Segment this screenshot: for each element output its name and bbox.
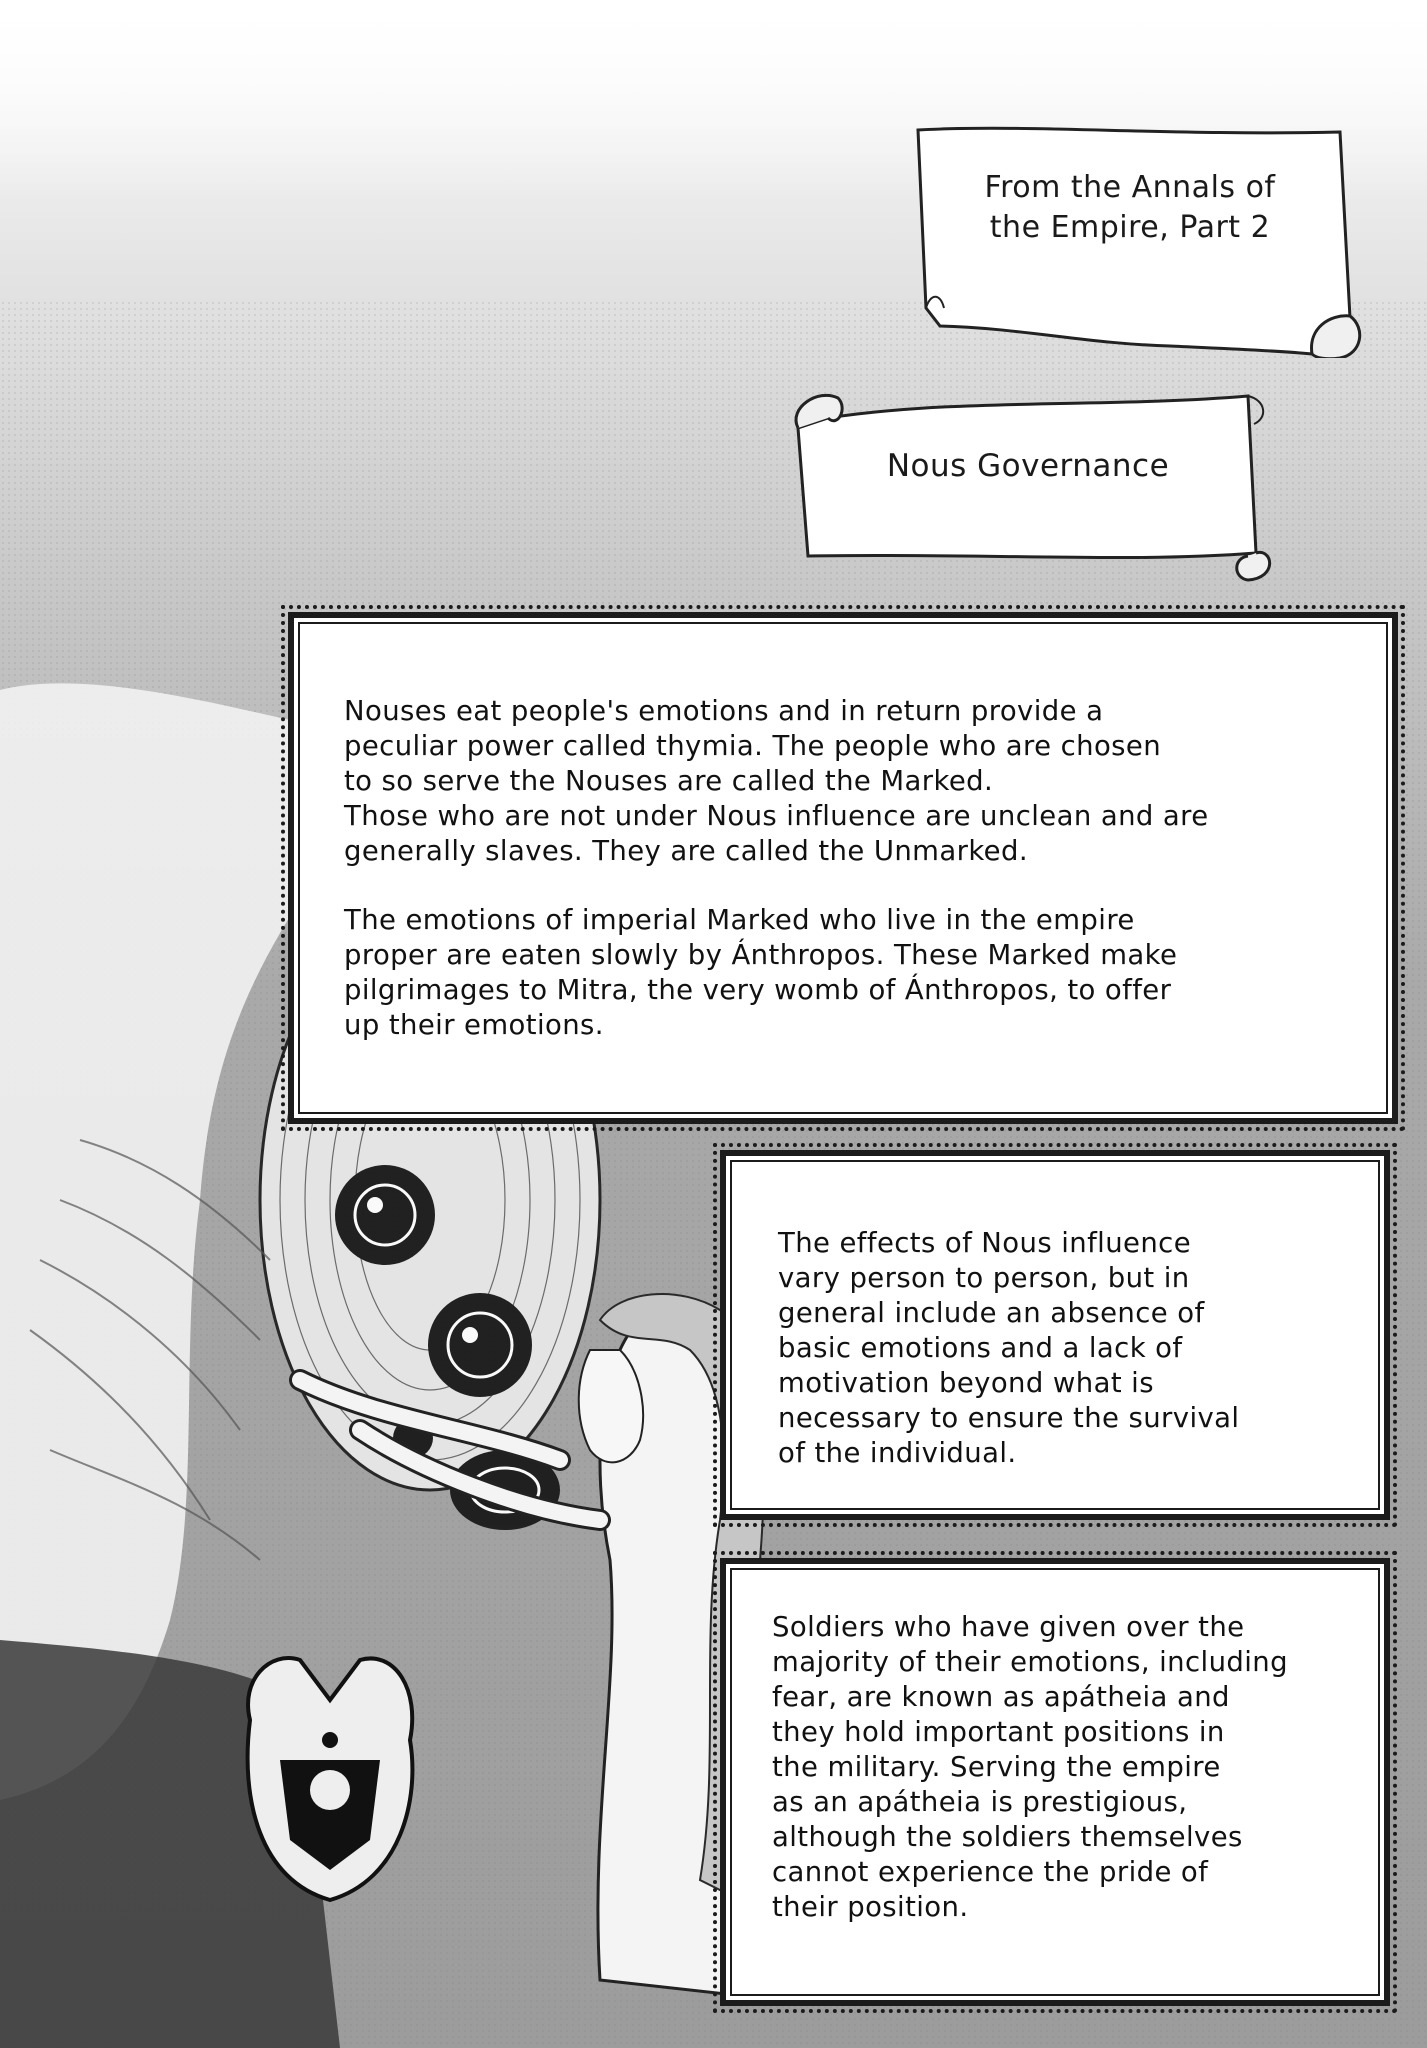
narration-box-1 (288, 612, 1398, 1124)
narration-box-3-paragraph-1: Soldiers who have given over the majority of their emotions, including fear, are known as apátheia and they hold important positions in the military. Serving the empire as an apátheia is prestigious, although the soldiers themselves cannot experience the pride of their position. (772, 1611, 1288, 1923)
subtitle-scroll (778, 378, 1278, 583)
scroll-subtitle-text: Nous Governance (886, 448, 1170, 484)
narration-box-1-paragraph-2: The emotions of imperial Marked who live in the empire proper are eaten slowly by Ánthropos. These Marked make pilgrimages to Mitra, the very womb of Ánthropos, to offer up their emotions. (344, 904, 1178, 1041)
narration-box-2 (720, 1150, 1390, 1520)
scroll-title-text: From the Annals of the Empire, Part 2 (984, 170, 1276, 245)
narration-box-3 (720, 1558, 1390, 2006)
narration-box-2-paragraph-1: The effects of Nous influence vary person to person, but in general include an absence of basic emotions and a lack of motivation beyond what is necessary to ensure the survival of the individual. (778, 1227, 1240, 1469)
narration-box-1-paragraph-1: Nouses eat people's emotions and in return provide a peculiar power called thymia. The people who are chosen to so serve the Nouses are called the Marked. Those who are not under Nous influence are unclean and are generally slaves. They are called the Unmarked. (344, 695, 1209, 867)
title-scroll (910, 118, 1370, 358)
